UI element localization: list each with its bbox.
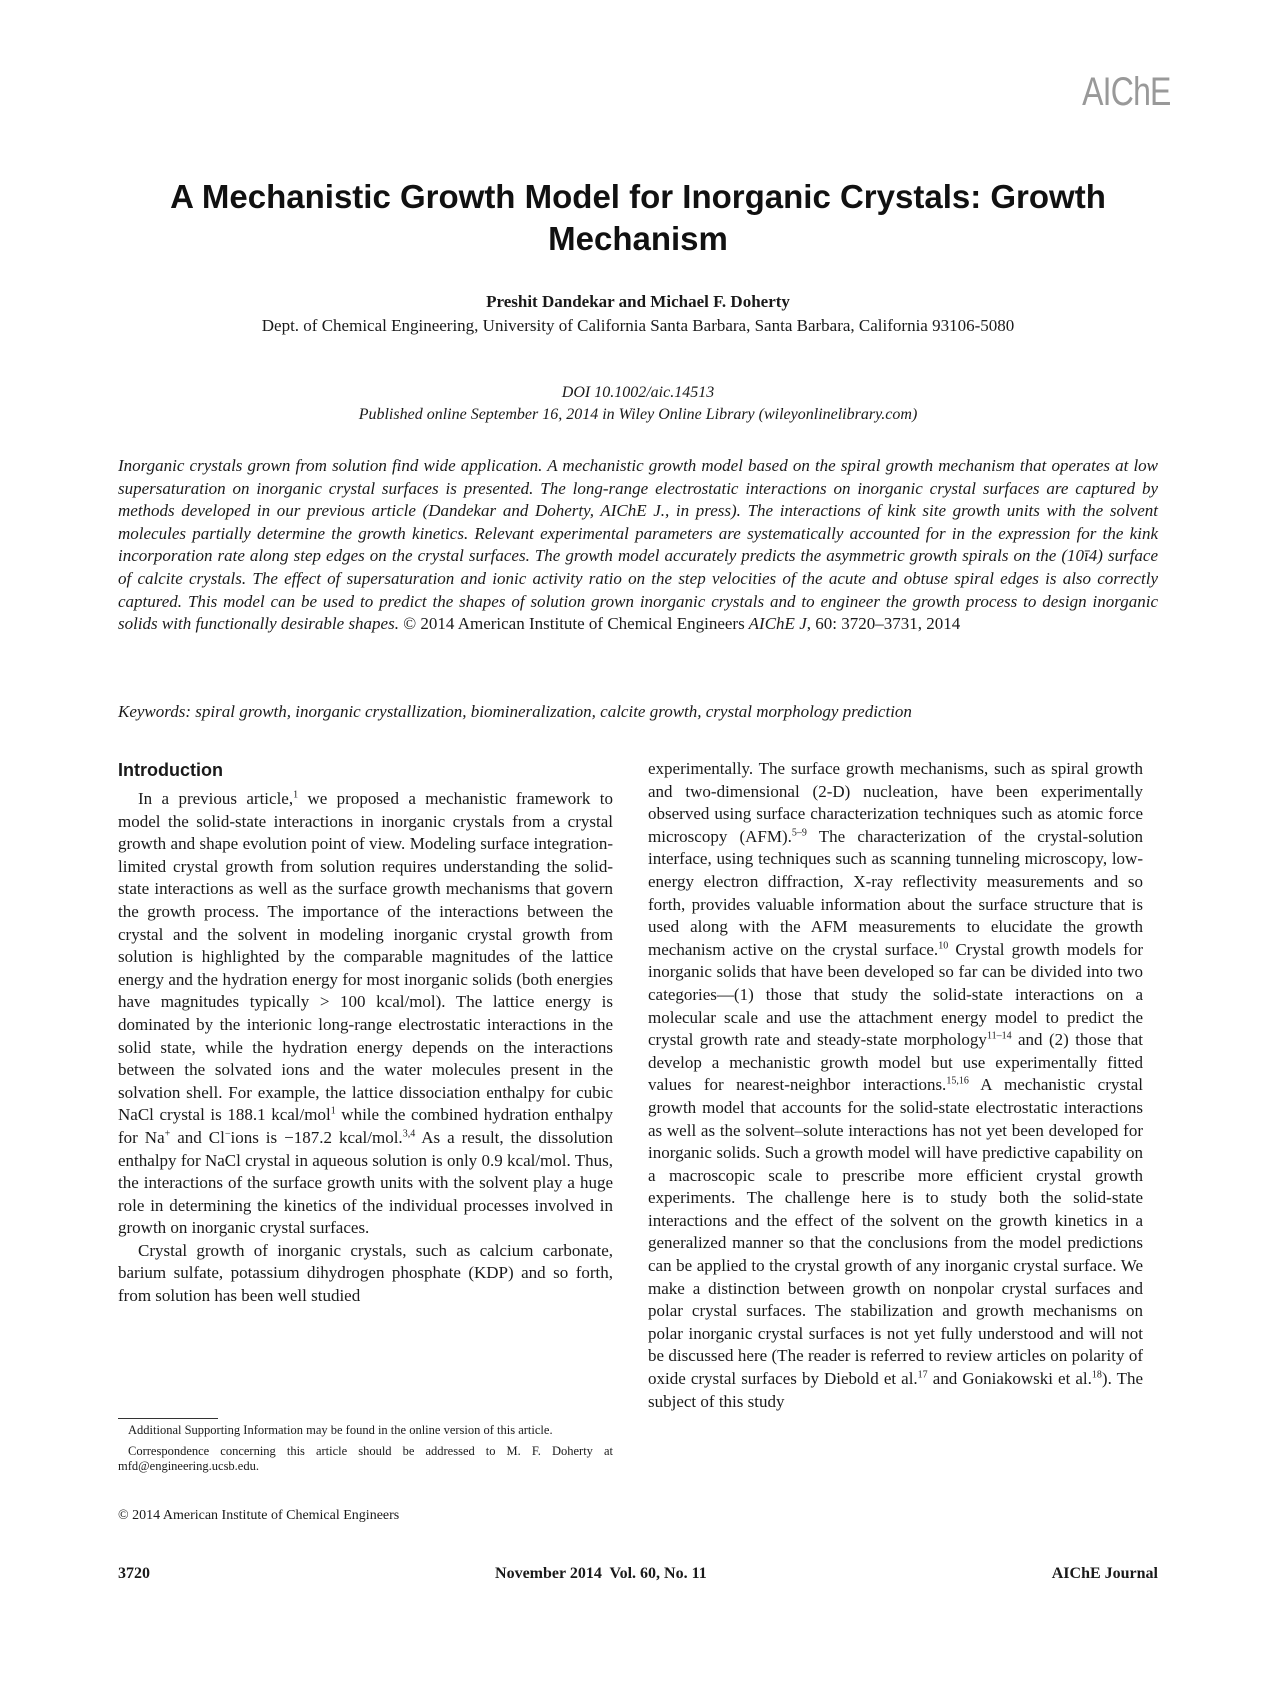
- footnote-rule: [118, 1418, 218, 1419]
- text-run: Crystal growth models for inorganic solids that have been developed so far can be divided into two categories—(1) those that study the solid-state interactions on a molecular scale and use the attachment energy model to predict the crystal growth rate and steady-state morphology: [648, 939, 1143, 1050]
- superscript-charge: +: [164, 1128, 171, 1140]
- text-run: we proposed a mechanistic framework to model the solid-state interactions in inorganic crystals from a crystal growth and shape evolution point of view. Modeling surface integration-limited crystal growth from solution requires understanding the solid-state interactions as well as the surface growth mechanisms that govern the growth process. The importance of the interactions between the crystal and the solvent in modeling inorganic crystal growth from solution is highlighted by the comparable magnitudes of the lattice energy and the hydration energy for most inorganic solids (both energies have magnitudes typically > 100 kcal/mol). The lattice energy is dominated by the interionic long-range electrostatic interactions in the solid state, while the hydration energy depends on the interactions between the solvated ions and the water molecules present in the solvation shell. For example, the lattice dissociation enthalpy for cubic NaCl crystal is 188.1 kcal/mol: [118, 789, 614, 1125]
- section-heading-introduction: Introduction: [118, 760, 223, 780]
- citation-ref[interactable]: 1: [293, 789, 299, 801]
- text-run: and Goniakowski et al.: [927, 1369, 1092, 1389]
- copyright-line: © 2014 American Institute of Chemical Engineers: [118, 1508, 400, 1523]
- text-run: A mechanistic crystal growth model that accounts for the solid-state electrostatic interactions as well as the solvent–solute interactions has not yet been developed for inorganic solids. Such a growth model will have predictive capability on a macroscopic scale to prescribe more efficient crystal growth experiments. The challenge here is to study both the solid-state interactions and the effect of the solvent on the growth kinetics in a generalized manner so that the conclusions from the model predictions can be applied to the crystal growth of any inorganic crystal surface. We make a distinction between growth on nonpolar crystal surfaces and polar crystal surfaces. The stabilization and growth mechanisms on polar inorganic crystal surfaces is not yet fully understood and will not be discussed here (The reader is referred to review articles on polarity of oxide crystal surfaces by Diebold et al.: [648, 1075, 1143, 1389]
- abstract: [118, 455, 1158, 636]
- citation-ref[interactable]: 11–14: [986, 1030, 1012, 1042]
- text-run: The characterization of the crystal-solution interface, using techniques such as scanning tunneling microscopy, low-energy electron diffraction, X-ray reflectivity measurements and so forth, provides valuable information about the surface structure that is used along with the AFM measurements to elucidate the growth mechanism active on the crystal surface.: [648, 826, 1143, 959]
- authors: Preshit Dandekar and Michael F. Doherty: [486, 292, 790, 311]
- doi[interactable]: DOI 10.1002/aic.14513: [561, 384, 715, 401]
- citation-ref[interactable]: 5–9: [791, 827, 807, 839]
- left-column: [118, 758, 613, 1308]
- right-column: [648, 758, 1143, 1413]
- keywords: Keywords: spiral growth, inorganic crystallization, biomineralization, calcite growth, crystal morphology prediction: [118, 702, 912, 721]
- text-run: As a result, the dissolution enthalpy for NaCl crystal in aqueous solution is only 0.9 kcal/mol. Thus, the interactions of the surface growth units with the solvent play a huge role in determining the kinetics of the individual processes involved in growth on inorganic crystal surfaces.: [118, 1127, 613, 1238]
- text-run: while the combined hydration enthalpy for Na: [118, 1105, 613, 1147]
- abstract-journal: AIChE J: [748, 614, 807, 634]
- intro-paragraph-1: [118, 788, 613, 1240]
- citation-ref[interactable]: 18: [1091, 1369, 1102, 1381]
- text-run: and Cl: [170, 1127, 225, 1147]
- issue-info: November 2014 Vol. 60, No. 11: [495, 1565, 707, 1582]
- affiliation: Dept. of Chemical Engineering, University of California Santa Barbara, Santa Barbara, California 93106-5080: [261, 316, 1015, 335]
- text-run: ions is −187.2 kcal/mol.: [230, 1127, 403, 1147]
- abstract-copyright: © 2014 American Institute of Chemical Engineers: [403, 614, 745, 634]
- abstract-text: Inorganic crystals grown from solution find wide application. A mechanistic growth model based on the spiral growth mechanism that operates at low supersaturation on inorganic crystal surfaces is presented. The long-range electrostatic interactions on inorganic crystal surfaces are captured by methods developed in our previous article (Dandekar and Doherty, AIChE J., in press). The interactions of kink site growth units with the solvent molecules partially determine the growth kinetics. Relevant experimental parameters are systematically accounted for in the expression for the kink incorporation rate along step edges on the crystal surfaces. The growth model accurately predicts the asymmetric growth spirals on the (10ī4) surface of calcite crystals. The effect of supersaturation and ionic activity ratio on the step velocities of the acute and obtuse spiral edges is also correctly captured. This model can be used to predict the shapes of solution grown inorganic crystals and to engineer the growth process to design inorganic solids with functionally desirable shapes.: [118, 456, 1158, 634]
- abstract-citation: , 60: 3720–3731, 2014: [806, 614, 961, 634]
- footnotes: [118, 1418, 613, 1480]
- journal-name: AIChE Journal: [1051, 1565, 1158, 1582]
- page-footer: [118, 1565, 1158, 1583]
- intro-paragraph-continued: [648, 758, 1143, 1413]
- intro-paragraph-2: Crystal growth of inorganic crystals, such as calcium carbonate, barium sulfate, potassium dihydrogen phosphate (KDP) and so forth, from solution has been well studied: [118, 1240, 613, 1306]
- citation-ref[interactable]: 3,4: [402, 1128, 416, 1140]
- citation-ref[interactable]: 10: [938, 940, 949, 952]
- citation-ref[interactable]: 1: [330, 1105, 336, 1117]
- page-number: 3720: [118, 1565, 150, 1582]
- text-run: ). The subject of this study: [648, 1369, 1143, 1411]
- journal-logo: AIChE: [1082, 70, 1171, 114]
- citation-ref[interactable]: 17: [917, 1369, 928, 1381]
- text-run: In a previous article,: [138, 789, 294, 808]
- paper-title: A Mechanistic Growth Model for Inorganic Crystals: Growth Mechanism: [170, 178, 1106, 257]
- footnote-supporting-info: Additional Supporting Information may be found in the online version of this article.: [128, 1423, 553, 1437]
- footnote-correspondence: Correspondence concerning this article should be addressed to M. F. Doherty at mfd@engineering.ucsb.edu.: [118, 1444, 613, 1473]
- publication-info: Published online September 16, 2014 in Wiley Online Library (wileyonlinelibrary.com): [358, 406, 918, 423]
- superscript-charge: −: [224, 1128, 231, 1140]
- text-run: and (2) those that develop a mechanistic growth model but use experimentally fitted values for nearest-neighbor interactions.: [648, 1030, 1143, 1095]
- citation-ref[interactable]: 15,16: [946, 1075, 969, 1087]
- text-run: experimentally. The surface growth mechanisms, such as spiral growth and two-dimensional (2-D) nucleation, have been experimentally observed using surface characterization techniques such as atomic force microscopy (AFM).: [648, 759, 1143, 846]
